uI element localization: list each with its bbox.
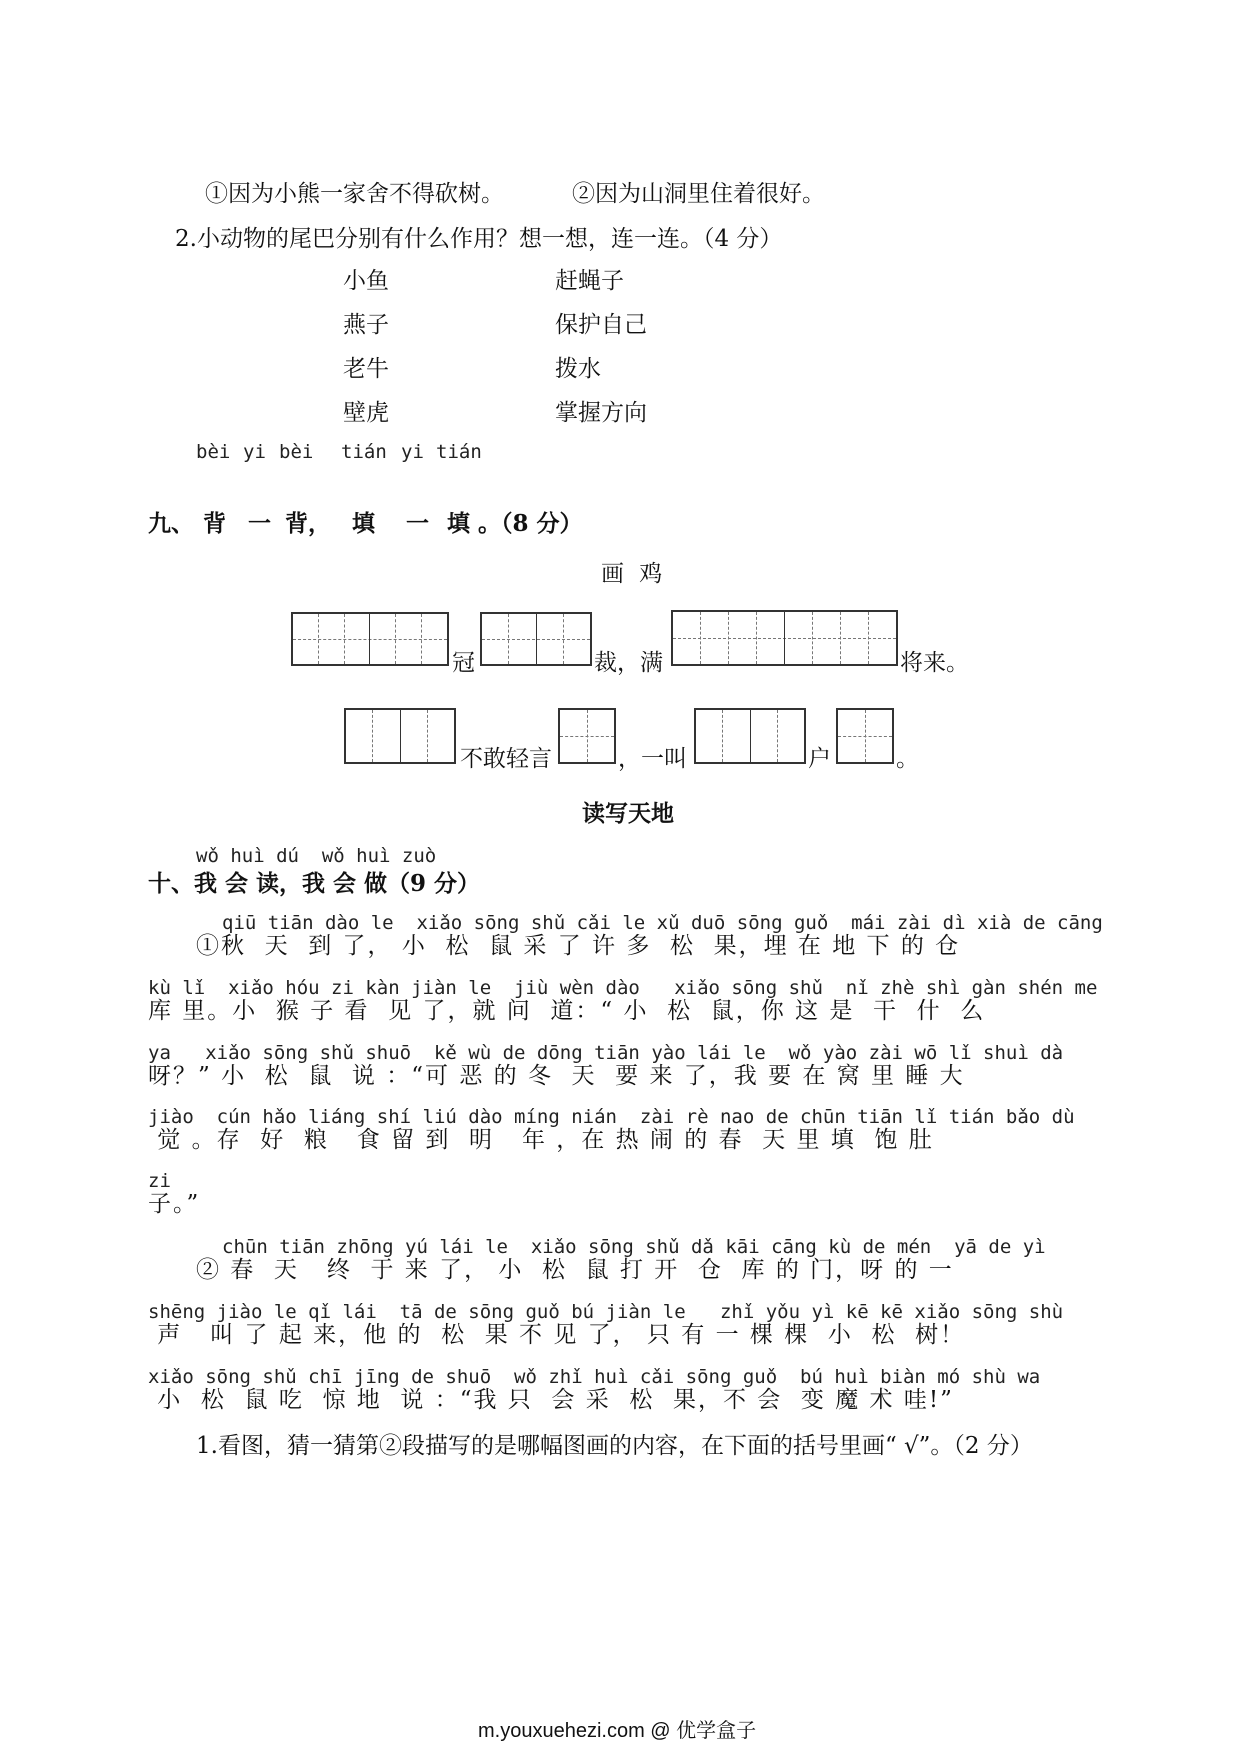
question-10-1: 1.看图，猜一猜第②段描写的是哪幅图画的内容，在下面的括号里画“ √”。（2 分）: [196, 1433, 1033, 1459]
match-left-item[interactable]: 老牛: [343, 356, 389, 382]
pinyin-line: kù lǐ xiǎo hóu zi kàn jiàn le jiù wèn dào xiǎo sōng shǔ nǐ zhè shì gàn shén me: [148, 977, 1098, 999]
section-header: 读写天地: [582, 800, 674, 827]
text-line: 觉 。存 好 粮 食 留 到 明 年 ，在 热 闹 的 春 天 里 填 饱 肚: [148, 1127, 934, 1153]
writing-grid[interactable]: [480, 612, 592, 666]
footer-watermark: m.youxuehezi.com @ 优学盒子: [478, 1720, 757, 1742]
text-line: 子。”: [148, 1191, 201, 1217]
poem-text: 户: [808, 746, 831, 772]
match-right-item[interactable]: 拨水: [555, 356, 601, 382]
text-line: ①秋 天 到 了， 小 松 鼠 采 了 许 多 松 果，埋 在 地 下 的 仓: [196, 933, 961, 959]
poem-text: ，一叫: [618, 746, 687, 772]
pinyin-line: xiǎo sōng shǔ chī jīng de shuō wǒ zhǐ huì cǎi sōng guǒ bú huì biàn mó shù wa: [148, 1366, 1041, 1388]
poem-text: 不敢轻言: [460, 746, 552, 772]
pinyin-line: shēng jiào le qǐ lái tā de sōng guǒ bú jiàn le zhǐ yǒu yì kē kē xiǎo sōng shù: [148, 1301, 1064, 1323]
pinyin-line: zi: [148, 1170, 171, 1192]
match-right-item[interactable]: 掌握方向: [555, 400, 647, 426]
pinyin-line: jiào cún hǎo liáng shí liú dào míng nián zài rè nao de chūn tiān lǐ tián bǎo dù: [148, 1106, 1075, 1128]
poem-text: 。: [896, 746, 919, 772]
option-2: ②因为山洞里住着很好。: [572, 181, 825, 207]
match-right-item[interactable]: 保护自己: [555, 312, 647, 338]
poem-text: 将来。: [900, 650, 969, 676]
writing-grid[interactable]: [671, 610, 898, 666]
writing-grid[interactable]: [558, 708, 616, 764]
poem-text: 裁，满: [594, 650, 663, 676]
text-line: 声 叫 了 起 来，他 的 松 果 不 见 了， 只 有 一 棵 棵 小 松 树！: [148, 1322, 966, 1348]
text-line: 呀？” 小 松 鼠 说 ：“可 恶 的 冬 天 要 来 了，我 要 在 窝 里 睡 大: [148, 1063, 965, 1089]
pinyin-line: ya xiǎo sōng shǔ shuō kě wù de dōng tiān yào lái le wǒ yào zài wō lǐ shuì dà: [148, 1042, 1064, 1064]
match-left-item[interactable]: 小鱼: [343, 268, 389, 294]
section-10-pinyin: wǒ huì dú wǒ huì zuò: [196, 845, 437, 867]
writing-grid[interactable]: [291, 612, 449, 666]
text-line: 库 里。小 猴 子 看 见 了，就 问 道：“ 小 松 鼠，你 这 是 干 什 么: [148, 998, 986, 1024]
text-line: 小 松 鼠 吃 惊 地 说 ：“我 只 会 采 松 果，不 会 变 魔 术 哇!”: [148, 1387, 954, 1413]
match-right-item[interactable]: 赶蝇子: [555, 268, 624, 294]
poem-text: 冠: [452, 650, 475, 676]
writing-grid[interactable]: [836, 708, 894, 764]
pinyin-line: chūn tiān zhōng yú lái le xiǎo sōng shǔ dǎ kāi cāng kù de mén yā de yì: [222, 1236, 1046, 1258]
question-8-2: 2.小动物的尾巴分别有什么作用？想一想，连一连。（4 分）: [175, 226, 783, 252]
option-1: ①因为小熊一家舍不得砍树。: [205, 181, 504, 207]
writing-grid[interactable]: [694, 708, 806, 764]
match-left-item[interactable]: 壁虎: [343, 400, 389, 426]
match-left-item[interactable]: 燕子: [343, 312, 389, 338]
writing-grid[interactable]: [344, 708, 456, 764]
poem-title: 画 鸡: [601, 561, 667, 587]
section-10-title: 十、我 会 读，我 会 做（9 分）: [148, 870, 481, 897]
pinyin-line: qiū tiān dào le xiǎo sōng shǔ cǎi le xǔ duō sōng guǒ mái zài dì xià de cāng: [222, 912, 1103, 934]
text-line: ② 春 天 终 于 来 了， 小 松 鼠 打 开 仓 库 的 门，呀 的 一: [196, 1257, 954, 1283]
